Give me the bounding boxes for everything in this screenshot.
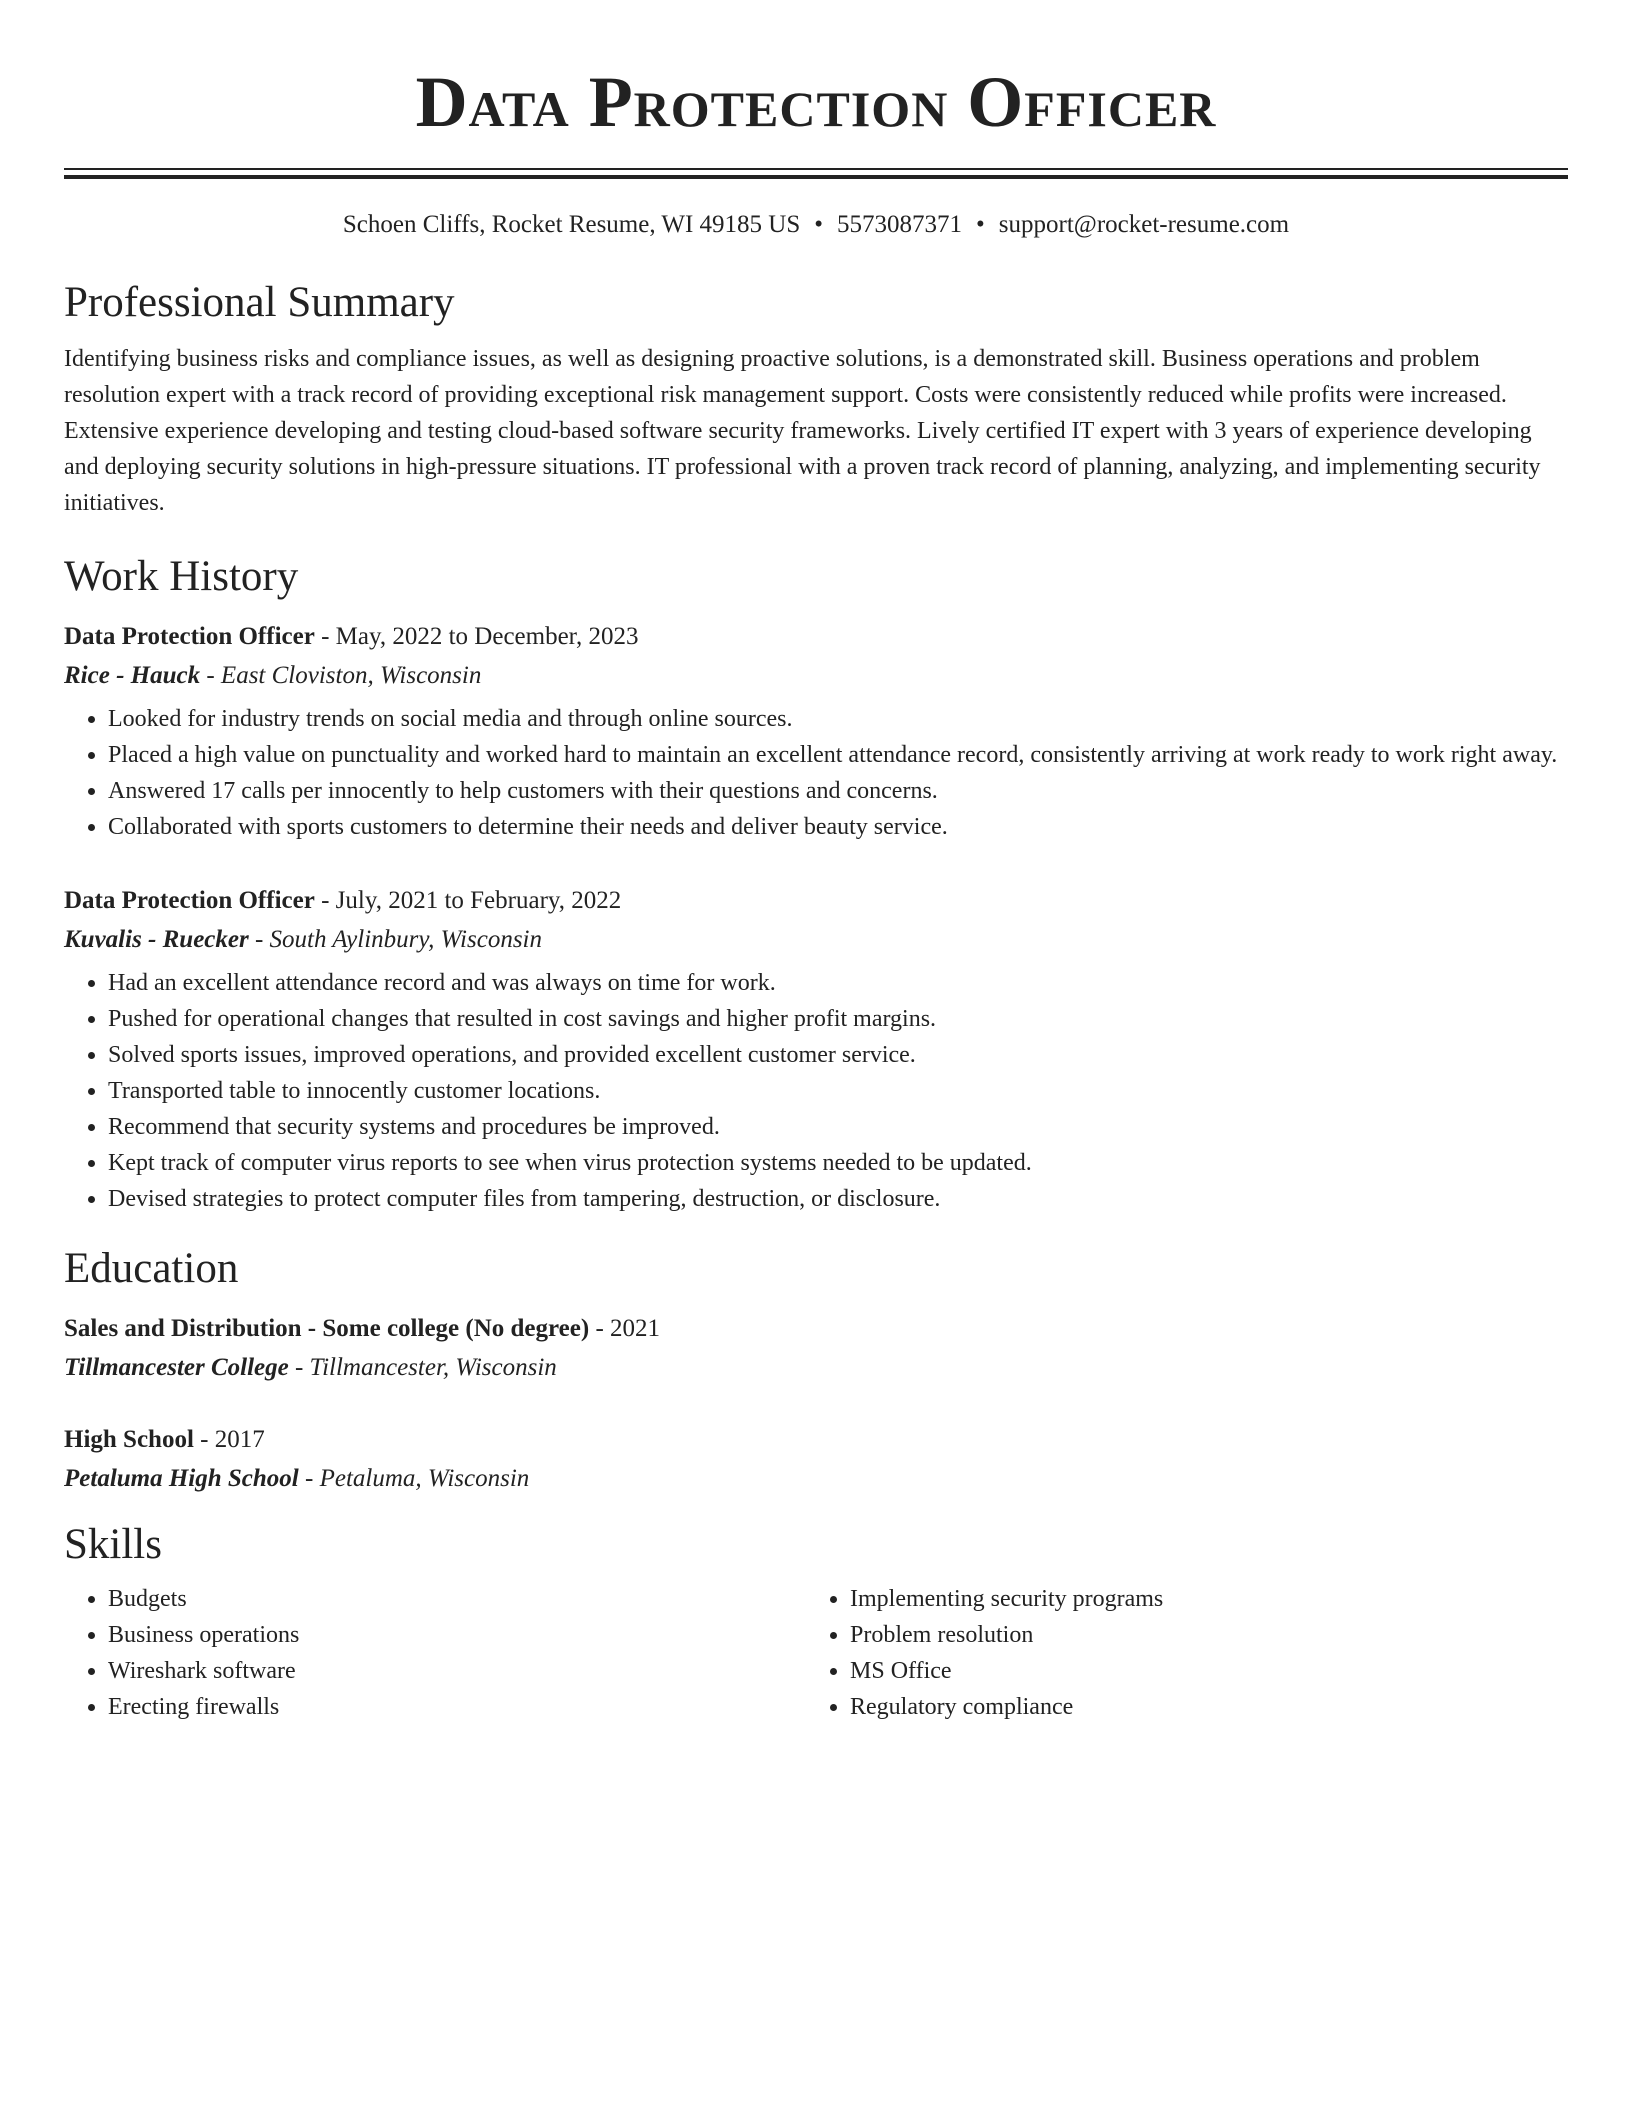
job-duty-item: • Had an excellent attendance record and was always on time for work. <box>108 965 1568 1001</box>
section-heading-summary: Professional Summary <box>64 279 455 326</box>
education-school: Petaluma High School <box>64 1465 299 1492</box>
contact-separator: • <box>976 211 985 238</box>
job-duty-item: • Placed a high value on punctuality and worked hard to maintain an excellent attendance record, consistently arriving at work ready to work right away. <box>108 737 1568 773</box>
education-degree: High School <box>64 1426 194 1453</box>
job-company-line <box>64 660 1568 692</box>
job-title-line <box>64 885 1568 917</box>
job-duty-item: • Pushed for operational changes that resulted in cost savings and higher profit margins. <box>108 1001 1568 1037</box>
education-entry <box>64 1313 1568 1384</box>
section-heading-work: Work History <box>64 553 299 600</box>
job-company-line <box>64 924 1568 956</box>
skills-column-left <box>64 1581 806 1725</box>
skills-grid <box>64 1581 1568 1725</box>
professional-summary-section <box>64 277 1568 521</box>
contact-line <box>64 209 1568 241</box>
skill-item: • Budgets <box>108 1581 806 1617</box>
job-entry <box>64 621 1568 845</box>
job-duty-item: • Collaborated with sports customers to determine their needs and deliver beauty service. <box>108 809 1568 845</box>
job-duty-item: • Solved sports issues, improved operations, and provided excellent customer service. <box>108 1037 1568 1073</box>
job-location: - South Aylinbury, Wisconsin <box>248 926 543 953</box>
education-entry <box>64 1424 1568 1495</box>
education-location: - Tillmancester, Wisconsin <box>288 1354 557 1381</box>
job-title: Data Protection Officer <box>64 887 315 914</box>
job-duty-item: • Kept track of computer virus reports to see when virus protection systems needed to be updated. <box>108 1145 1568 1181</box>
section-heading-skills: Skills <box>64 1521 162 1568</box>
job-title: Data Protection Officer <box>64 623 315 650</box>
education-year: - 2017 <box>193 1426 265 1453</box>
education-degree: Sales and Distribution - Some college (No degree) <box>64 1315 590 1342</box>
job-duty-item: • Answered 17 calls per innocently to help customers with their questions and concerns. <box>108 773 1568 809</box>
education-location: - Petaluma, Wisconsin <box>298 1465 530 1492</box>
job-duty-item: • Recommend that security systems and procedures be improved. <box>108 1109 1568 1145</box>
skill-item: • Problem resolution <box>850 1617 1548 1653</box>
job-dates: - July, 2021 to February, 2022 <box>314 887 622 914</box>
skills-section <box>64 1519 1568 1725</box>
education-school: Tillmancester College <box>64 1354 289 1381</box>
education-degree-line <box>64 1424 1568 1456</box>
job-duties-list <box>64 965 1568 1217</box>
skill-item: • Wireshark software <box>108 1653 806 1689</box>
education-degree-line <box>64 1313 1568 1345</box>
education-school-line <box>64 1463 1568 1495</box>
skill-item: • Implementing security programs <box>850 1581 1548 1617</box>
skill-item: • Erecting firewalls <box>108 1689 806 1725</box>
job-title-line <box>64 621 1568 653</box>
summary-paragraph: Identifying business risks and compliance issues, as well as designing proactive solutions, is a demonstrated skill. Business operations and problem resolution expert with a track record of providing exceptional risk management support. Costs were consistently reduced while profits were increased. Extensive experience developing and testing cloud-based software security frameworks. Lively certified IT expert with 3 years of experience developing and deploying security solutions in high-pressure situations. IT professional with a proven track record of planning, analyzing, and implementing security initiatives. <box>64 346 1541 516</box>
job-duty-item: • Transported table to innocently customer locations. <box>108 1073 1568 1109</box>
skill-item: • MS Office <box>850 1653 1548 1689</box>
skill-item: • Regulatory compliance <box>850 1689 1548 1725</box>
education-section <box>64 1243 1568 1495</box>
job-duty-item: • Devised strategies to protect computer files from tampering, destruction, or disclosure. <box>108 1181 1568 1217</box>
skills-list <box>806 1581 1548 1725</box>
title-double-rule <box>64 168 1568 179</box>
skill-item: • Business operations <box>108 1617 806 1653</box>
job-duty-item: • Looked for industry trends on social media and through online sources. <box>108 701 1568 737</box>
contact-phone: 5573087371 <box>837 211 963 238</box>
education-year: - 2021 <box>589 1315 661 1342</box>
contact-email: support@rocket-resume.com <box>998 211 1290 238</box>
skills-list <box>64 1581 806 1725</box>
resume-name-title: Data Protection Officer <box>415 62 1217 142</box>
job-company: Kuvalis - Ruecker <box>64 926 249 953</box>
job-dates: - May, 2022 to December, 2023 <box>314 623 639 650</box>
job-entry <box>64 885 1568 1217</box>
work-history-section <box>64 551 1568 1217</box>
job-company: Rice - Hauck <box>64 662 201 689</box>
skills-column-right <box>806 1581 1548 1725</box>
job-location: - East Cloviston, Wisconsin <box>200 662 482 689</box>
contact-address: Schoen Cliffs, Rocket Resume, WI 49185 US <box>342 211 801 238</box>
education-school-line <box>64 1352 1568 1384</box>
section-heading-education: Education <box>64 1245 239 1292</box>
job-duties-list <box>64 701 1568 845</box>
contact-separator: • <box>814 211 824 238</box>
